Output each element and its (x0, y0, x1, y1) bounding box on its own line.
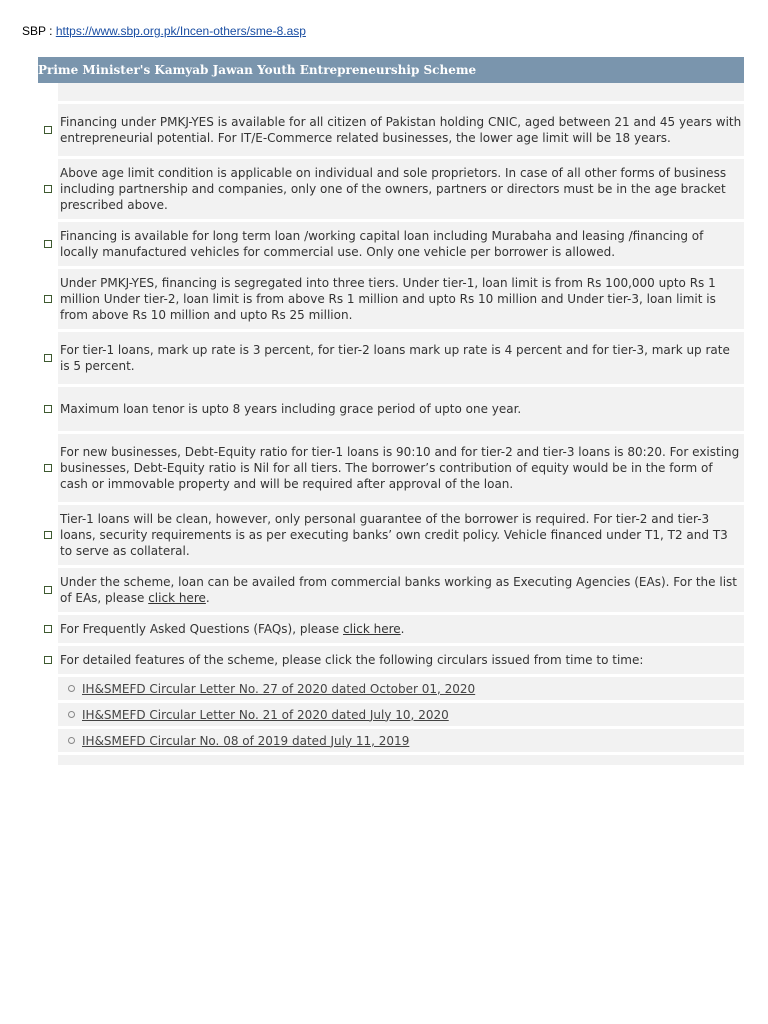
list-item-text: Under PMKJ-YES, financing is segregated into three tiers. Under tier-1, loan limit is from Rs 100,000 upto Rs 1 million Under tier-2, loan limit is from above Rs 1 million and upto Rs 10 million and Under tier-3, loan limit is from above Rs 10 million and upto Rs 25 million. (60, 276, 716, 322)
list-item (38, 159, 744, 222)
ea-list-link[interactable]: click here (148, 591, 206, 605)
panel-footer-spacer (38, 755, 744, 765)
source-url-link[interactable]: https://www.sbp.org.pk/Incen-others/sme-8.asp (55, 24, 306, 38)
list-item (38, 332, 744, 387)
list-item-text (58, 615, 744, 643)
square-bullet-icon (44, 240, 52, 248)
list-item (38, 434, 744, 505)
scheme-panel (38, 57, 744, 765)
list-item-text: Tier-1 loans will be clean, however, only personal guarantee of the borrower is required. For tier-2 and tier-3 loans, security requirements is as per executing banks’ own credit policy. Vehicle financed under T1, T2 and T3 to serve as collateral. (60, 512, 728, 558)
square-bullet-icon (44, 464, 52, 472)
list-item-faq (38, 615, 744, 646)
square-bullet-icon (44, 625, 52, 633)
square-bullet-icon (44, 656, 52, 664)
list-item (38, 269, 744, 332)
square-bullet-icon (44, 586, 52, 594)
list-item (38, 505, 744, 568)
spacer-row (38, 83, 744, 104)
list-item-text: For tier-1 loans, mark up rate is 3 percent, for tier-2 loans mark up rate is 4 percent and for tier-3, mark up rate is 5 percent. (60, 343, 730, 373)
faq-suffix: . (400, 622, 405, 636)
square-bullet-icon (44, 295, 52, 303)
list-item-text (58, 568, 744, 612)
circular-link[interactable]: IH&SMEFD Circular Letter No. 21 of 2020 dated July 10, 2020 (82, 707, 449, 722)
panel-body (38, 83, 744, 765)
list-item (38, 387, 744, 434)
list-item (38, 222, 744, 269)
square-bullet-icon (44, 531, 52, 539)
list-item-text: Financing is available for long term loan /working capital loan including Murabaha and leasing /financing of locally manufactured vehicles for commercial use. Only one vehicle per borrower is allowed. (60, 229, 704, 259)
circle-bullet-icon (68, 711, 75, 718)
list-item-executing-agencies (38, 568, 744, 615)
list-item-text: Above age limit condition is applicable on individual and sole proprietors. In case of all other forms of business including partnership and companies, only one of the owners, partners or directors must be in the age bracket prescribed above. (60, 166, 727, 212)
faq-text: For Frequently Asked Questions (FAQs), please (60, 622, 340, 636)
list-item (38, 104, 744, 159)
circular-link[interactable]: IH&SMEFD Circular Letter No. 27 of 2020 dated October 01, 2020 (82, 681, 476, 696)
circular-item (38, 729, 744, 755)
panel-title: Prime Minister's Kamyab Jawan Youth Entrepreneurship Scheme (38, 63, 477, 77)
ea-text: Under the scheme, loan can be availed from commercial banks working as Executing Agencies (EAs). For the list of EAs, please (60, 575, 737, 605)
list-item-text: Maximum loan tenor is upto 8 years including grace period of upto one year. (60, 402, 522, 416)
source-line (22, 24, 306, 38)
ea-suffix: . (205, 591, 210, 605)
square-bullet-icon (44, 354, 52, 362)
square-bullet-icon (44, 405, 52, 413)
list-item-circulars (38, 646, 744, 677)
source-label: SBP : (22, 24, 53, 38)
circular-item (38, 677, 744, 703)
circle-bullet-icon (68, 685, 75, 692)
square-bullet-icon (44, 126, 52, 134)
square-bullet-icon (44, 185, 52, 193)
circular-item (38, 703, 744, 729)
panel-header (38, 57, 744, 83)
circular-link[interactable]: IH&SMEFD Circular No. 08 of 2019 dated July 11, 2019 (82, 733, 410, 748)
list-item-text: Financing under PMKJ-YES is available for all citizen of Pakistan holding CNIC, aged between 21 and 45 years with entrepreneurial potential. For IT/E-Commerce related businesses, the lower age limit will be 18 years. (60, 115, 742, 145)
list-item-text: For new businesses, Debt-Equity ratio for tier-1 loans is 90:10 and for tier-2 and tier-3 loans is 80:20. For existing businesses, Debt-Equity ratio is Nil for all tiers. The borrower’s contribution of equity would be in the form of cash or immovable property and will be required after approval of the loan. (60, 445, 740, 491)
list-item-text: For detailed features of the scheme, please click the following circulars issued from time to time: (60, 653, 644, 667)
circle-bullet-icon (68, 737, 75, 744)
faq-link[interactable]: click here (343, 622, 401, 636)
